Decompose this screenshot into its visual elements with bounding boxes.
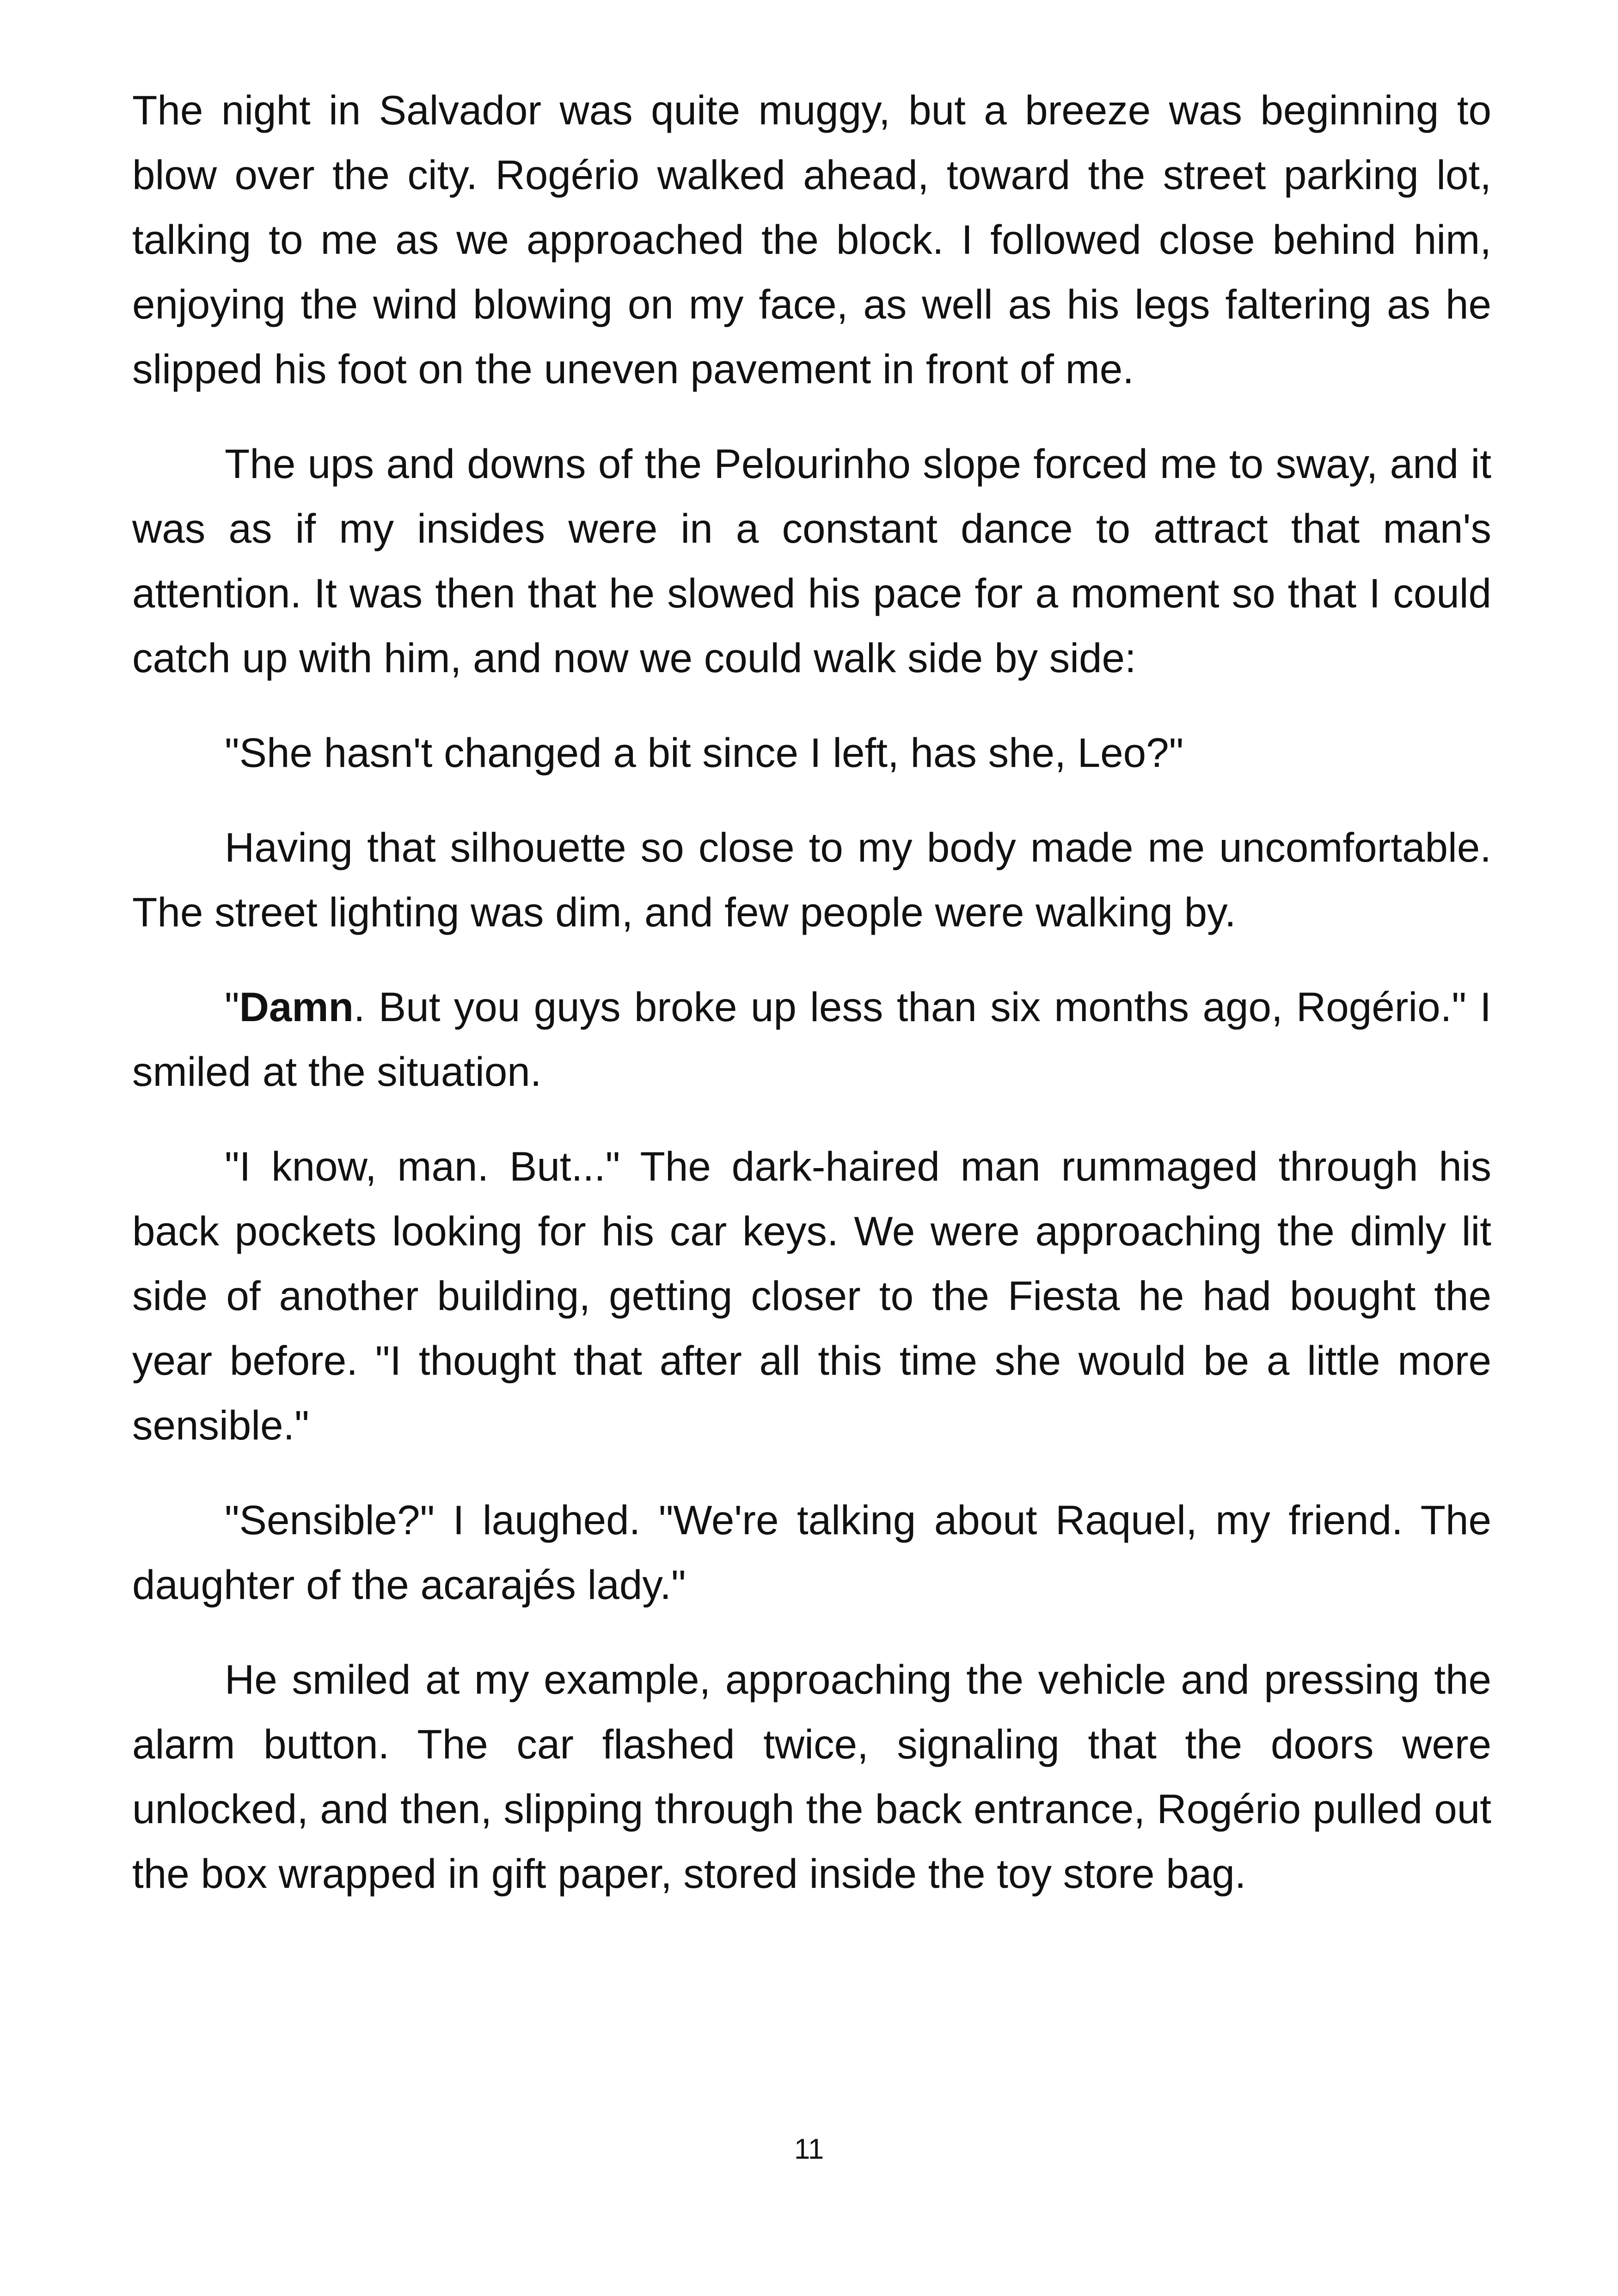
paragraph: "I know, man. But..." The dark-haired man rummaged through his back pockets looking for his car keys. We were approaching the dimly lit side of another building, getting closer to the Fiesta he had bought the year before. "I thought that after all this time she would be a little more sensible." [132,1143,1491,1448]
quote-mark: " [225,984,239,1030]
paragraph: He smiled at my example, approaching the vehicle and pressing the alarm button. The car flashed twice, signaling that the doors were unlocked, and then, slipping through the back entrance, Rogério pulled out the box wrapped in gift paper, stored inside the toy store bag. [132,1656,1491,1897]
paragraph: "She hasn't changed a bit since I left, has she, Leo?" [225,729,1184,776]
paragraph: The ups and downs of the Pelourinho slope forced me to sway, and it was as if my insides were in a constant dance to attract that man's attention. It was then that he slowed his pace for a moment so that I could catch up with him, and now we could walk side by side: [132,441,1491,681]
page-number: 11 [794,2133,824,2165]
paragraph: Having that silhouette so close to my body made me uncomfortable. The street lighting was dim, and few people were walking by. [132,824,1491,935]
paragraph-text: . But you guys broke up less than six months ago, Rogério." I smiled at the situation. [132,984,1491,1095]
paragraph: "Sensible?" I laughed. "We're talking about Raquel, my friend. The daughter of the acarajés lady." [132,1497,1491,1608]
paragraph [132,974,1491,1104]
paragraph: The night in Salvador was quite muggy, but a breeze was beginning to blow over the city. Rogério walked ahead, toward the street parking lot, talking to me as we approached the block. I followed close behind him, enjoying the wind blowing on my face, as well as his legs faltering as he slipped his foot on the uneven pavement in front of me. [132,87,1491,392]
page-body [132,78,1491,2287]
emphasized-word: Damn [239,984,354,1030]
